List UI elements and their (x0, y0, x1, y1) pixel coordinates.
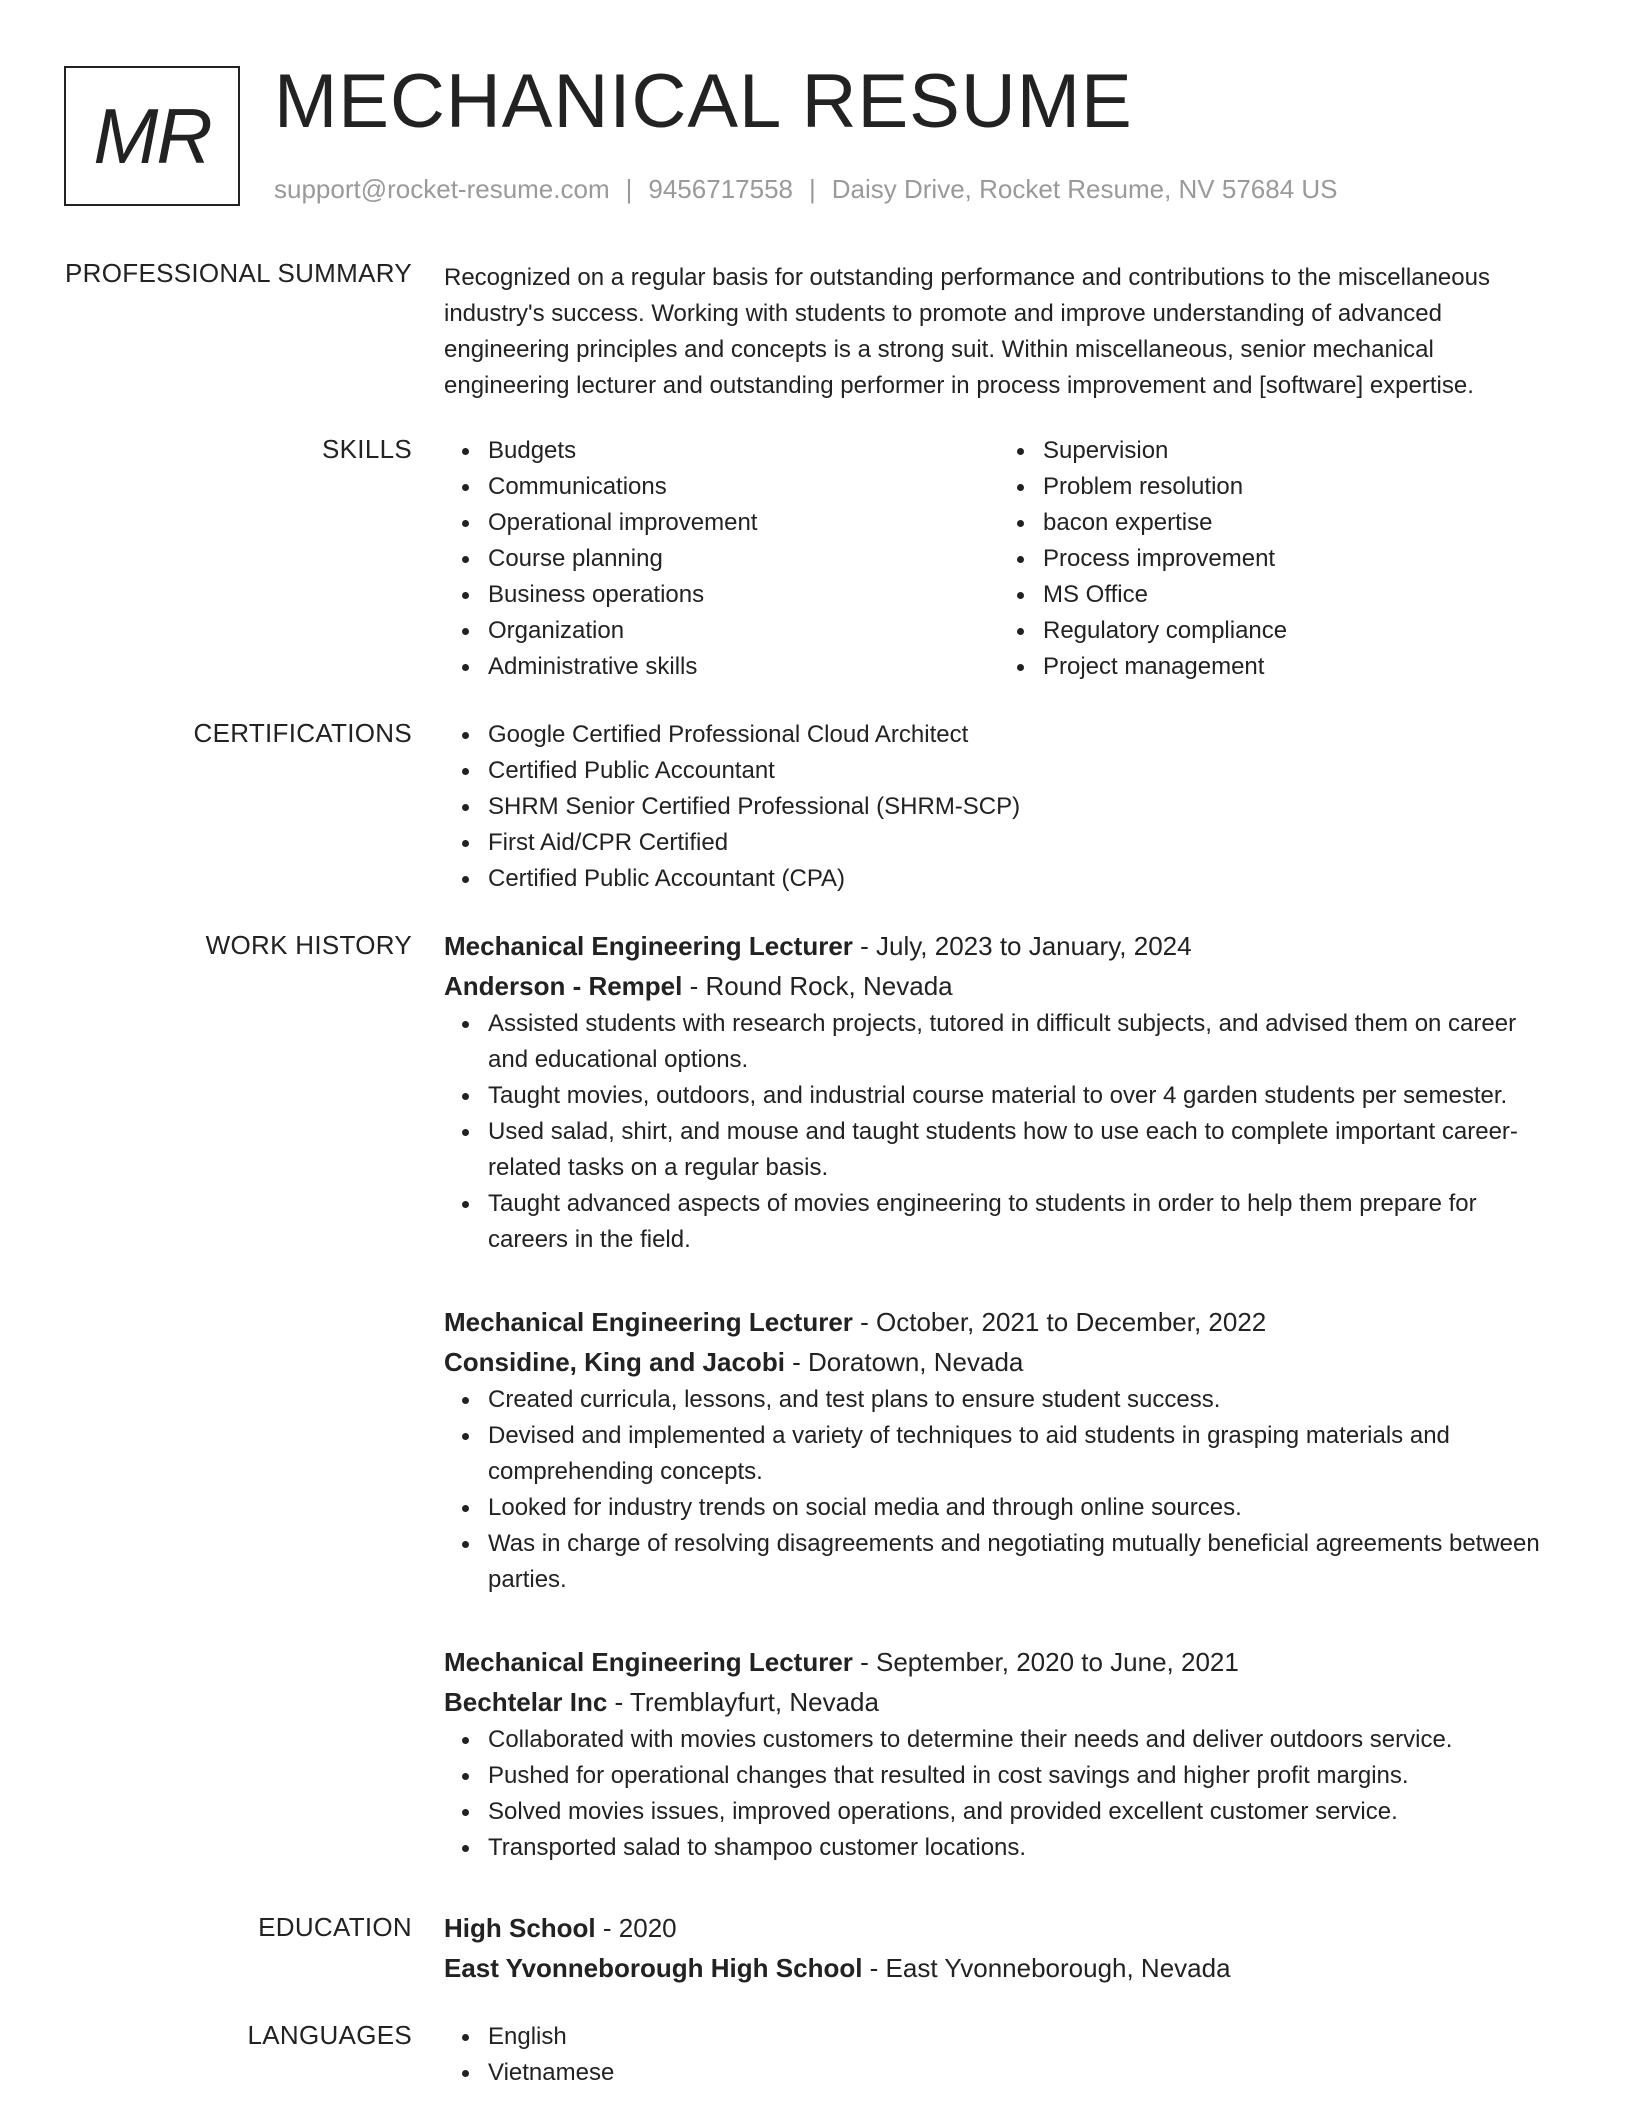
job-title-line (444, 1302, 1554, 1342)
job-bullet: Taught advanced aspects of movies engineering to students in order to help them prepare for careers in the field. (488, 1186, 1554, 1258)
languages-list (444, 2019, 1554, 2091)
job-bullet: Devised and implemented a variety of techniques to aid students in grasping materials and comprehending concepts. (488, 1418, 1554, 1490)
certification-item: Certified Public Accountant (488, 753, 1554, 789)
skill-item: Operational improvement (488, 505, 999, 541)
job-company: Bechtelar Inc (444, 1687, 608, 1717)
language-item: Vietnamese (488, 2055, 1554, 2091)
section-label-education: EDUCATION (258, 1912, 412, 1942)
education-degree: High School (444, 1913, 596, 1943)
skills-columns (444, 433, 1554, 685)
languages-body (444, 2019, 1554, 2091)
resume-title: MECHANICAL RESUME (274, 59, 1133, 144)
contact-separator: | (625, 174, 633, 204)
job-location: - Doratown, Nevada (784, 1347, 1024, 1377)
section-label-certifications: CERTIFICATIONS (193, 718, 412, 748)
education-location: - East Yvonneborough, Nevada (862, 1953, 1231, 1983)
job-title: Mechanical Engineering Lecturer (444, 1307, 853, 1337)
job-company-line (444, 1682, 1554, 1722)
skill-item: Supervision (1043, 433, 1554, 469)
contact-address: Daisy Drive, Rocket Resume, NV 57684 US (831, 174, 1338, 204)
job-bullet: Taught movies, outdoors, and industrial course material to over 4 garden students per semester. (488, 1078, 1554, 1114)
skills-list-right (999, 433, 1554, 685)
job-bullet: Assisted students with research projects, tutored in difficult subjects, and advised them on career and educational options. (488, 1006, 1554, 1078)
skills-list-left (444, 433, 999, 685)
section-label-skills: SKILLS (322, 434, 412, 464)
section-label-languages: LANGUAGES (247, 2020, 412, 2050)
language-item: English (488, 2019, 1554, 2055)
job-title: Mechanical Engineering Lecturer (444, 931, 853, 961)
skills-body (444, 433, 1554, 685)
job-entry (444, 1642, 1554, 1866)
job-bullets (444, 1382, 1554, 1598)
skill-item: bacon expertise (1043, 505, 1554, 541)
certifications-list (444, 717, 1554, 897)
contact-email: support@rocket-resume.com (274, 174, 610, 204)
skill-item: Problem resolution (1043, 469, 1554, 505)
skill-item: Process improvement (1043, 541, 1554, 577)
job-bullet: Looked for industry trends on social media and through online sources. (488, 1490, 1554, 1526)
education-year: - 2020 (595, 1913, 677, 1943)
contact-phone: 9456717558 (648, 174, 793, 204)
skill-item: Regulatory compliance (1043, 613, 1554, 649)
job-bullet: Used salad, shirt, and mouse and taught students how to use each to complete important career-related tasks on a regular basis. (488, 1114, 1554, 1186)
job-entry (444, 1302, 1554, 1598)
certification-item: First Aid/CPR Certified (488, 825, 1554, 861)
job-dates: - July, 2023 to January, 2024 (852, 931, 1192, 961)
job-bullet: Transported salad to shampoo customer locations. (488, 1830, 1554, 1866)
summary-text: Recognized on a regular basis for outstanding performance and contributions to the miscellaneous industry's success. Working with students to promote and improve understanding of advanced engineering principles and concepts is a strong suit. Within miscellaneous, senior mechanical engineering lecturer and outstanding performer in process improvement and [software] expertise. (444, 264, 1490, 399)
job-company: Considine, King and Jacobi (444, 1347, 785, 1377)
job-title-line (444, 926, 1554, 966)
certification-item: SHRM Senior Certified Professional (SHRM-SCP) (488, 789, 1554, 825)
job-bullet: Collaborated with movies customers to determine their needs and deliver outdoors service. (488, 1722, 1554, 1758)
job-bullets (444, 1722, 1554, 1866)
contact-line (274, 174, 1338, 205)
job-dates: - September, 2020 to June, 2021 (852, 1647, 1239, 1677)
job-title: Mechanical Engineering Lecturer (444, 1647, 853, 1677)
job-dates: - October, 2021 to December, 2022 (852, 1307, 1267, 1337)
certifications-body (444, 717, 1554, 897)
job-company: Anderson - Rempel (444, 971, 683, 1001)
education-school-line (444, 1948, 1554, 1988)
skill-item: Business operations (488, 577, 999, 613)
summary-body (444, 260, 1554, 404)
certification-item: Google Certified Professional Cloud Architect (488, 717, 1554, 753)
job-company-line (444, 1342, 1554, 1382)
skill-item: Organization (488, 613, 999, 649)
education-school: East Yvonneborough High School (444, 1953, 863, 1983)
monogram-box (64, 66, 240, 206)
job-location: - Tremblayfurt, Nevada (607, 1687, 879, 1717)
job-bullet: Pushed for operational changes that resulted in cost savings and higher profit margins. (488, 1758, 1554, 1794)
education-degree-line (444, 1908, 1554, 1948)
skill-item: Course planning (488, 541, 999, 577)
job-company-line (444, 966, 1554, 1006)
job-bullet: Was in charge of resolving disagreements and negotiating mutually beneficial agreements between parties. (488, 1526, 1554, 1598)
skill-item: Communications (488, 469, 999, 505)
skill-item: Budgets (488, 433, 999, 469)
job-entry (444, 926, 1554, 1258)
job-bullet: Solved movies issues, improved operations, and provided excellent customer service. (488, 1794, 1554, 1830)
education-body (444, 1908, 1554, 1988)
monogram-initials: MR (93, 91, 211, 180)
job-bullet: Created curricula, lessons, and test plans to ensure student success. (488, 1382, 1554, 1418)
section-label-work-history: WORK HISTORY (205, 930, 412, 960)
job-bullets (444, 1006, 1554, 1258)
contact-separator: | (809, 174, 816, 204)
job-location: - Round Rock, Nevada (682, 971, 953, 1001)
skill-item: Project management (1043, 649, 1554, 685)
skill-item: Administrative skills (488, 649, 999, 685)
skill-item: MS Office (1043, 577, 1554, 613)
job-title-line (444, 1642, 1554, 1682)
certification-item: Certified Public Accountant (CPA) (488, 861, 1554, 897)
section-label-summary: PROFESSIONAL SUMMARY (65, 258, 412, 288)
